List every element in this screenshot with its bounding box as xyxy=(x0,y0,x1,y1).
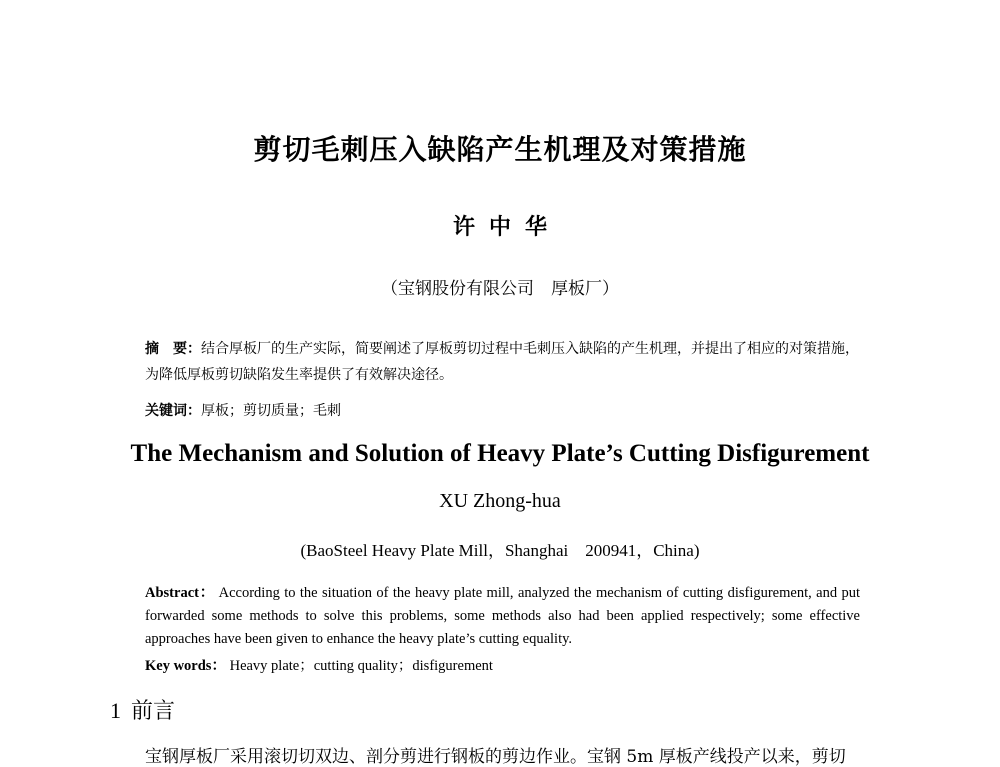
author-name-zh: 许中华 xyxy=(452,215,561,240)
section-number: 1 xyxy=(110,698,121,723)
body-paragraph: 宝钢厚板厂采用滚切切双边、剖分剪进行钢板的剪边作业。宝钢 5m 厚板产线投产以来，剪切 xyxy=(145,747,846,767)
keywords-en xyxy=(145,655,860,678)
author-name-en: XU Zhong-hua xyxy=(439,490,561,512)
section-heading-introduction xyxy=(110,694,175,725)
paper-title-zh: 剪切毛刺压入缺陷产生机理及对策措施 xyxy=(253,133,747,166)
keywords-en-text: Heavy plate；cutting quality；disfigurement xyxy=(229,658,493,674)
abstract-en-text: According to the situation of the heavy plate mill, analyzed the mechanism of cutting disfigurement, and put forwarded some methods to solve this problems, some methods also had been applied respectively; some effective approaches have been given to enhance the heavy plate’s cutting equality. xyxy=(145,585,860,647)
keywords-zh-text: 厚板；剪切质量；毛刺 xyxy=(201,403,341,419)
abstract-en-label: Abstract： xyxy=(145,585,216,601)
paper-title-en: The Mechanism and Solution of Heavy Plate’s Cutting Disfigurement xyxy=(130,440,870,467)
abstract-zh xyxy=(145,336,865,388)
affiliation-zh: （宝钢股份有限公司 厚板厂） xyxy=(381,279,619,299)
keywords-zh xyxy=(145,398,865,424)
abstract-zh-label: 摘 要： xyxy=(145,341,201,357)
affiliation-en: (BaoSteel Heavy Plate Mill，Shanghai 200941，China) xyxy=(300,541,700,560)
keywords-zh-label: 关键词： xyxy=(145,403,201,419)
keywords-en-label: Key words： xyxy=(145,658,226,674)
abstract-en xyxy=(145,582,860,651)
abstract-zh-text: 结合厚板厂的生产实际，简要阐述了厚板剪切过程中毛刺压入缺陷的产生机理，并提出了相应的对策措施，为降低厚板剪切缺陷发生率提供了有效解决途径。 xyxy=(145,341,859,383)
section-title: 前言 xyxy=(131,699,176,724)
